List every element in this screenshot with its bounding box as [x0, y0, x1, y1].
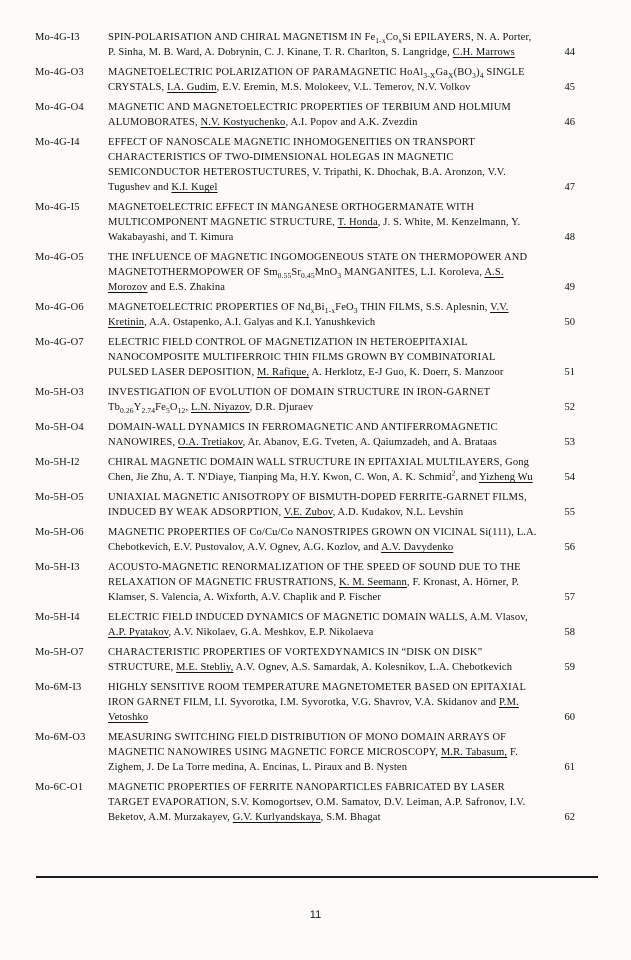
entry-title-authors — [108, 560, 549, 605]
presenting-author: V.V. Kretinin — [108, 302, 509, 328]
entry-text-segment: , E.V. Eremin, M.S. Molokeev, V.L. Temerov, N.V. Volkov — [216, 82, 471, 93]
entry-text-segment: x — [310, 306, 315, 316]
entry-text-segment: x — [398, 36, 403, 46]
presenting-author: M.E. Stebliy, — [176, 662, 234, 673]
entry-title-authors — [108, 200, 549, 245]
entry-page-number: 48 — [564, 232, 575, 243]
entry-text-segment: 1-x — [324, 306, 336, 316]
presenting-author: M. Rafique, — [257, 367, 310, 378]
toc-entry — [35, 135, 575, 195]
entry-text-segment: ACOUSTO-MAGNETIC RENORMALIZATION OF THE SPEED OF SOUND DUE TO THE RELAXATION OF MAGNETIC FRUSTRATIONS, — [108, 562, 521, 588]
entry-text-segment: 3 — [353, 306, 358, 316]
entry-text-segment: 2.74 — [141, 406, 156, 416]
session-code: Mo-5H-O3 — [35, 387, 84, 398]
toc-entry — [35, 680, 575, 725]
entry-page-number: 45 — [564, 82, 575, 93]
entry-page-number: 44 — [564, 47, 575, 58]
session-code: Mo-6M-I3 — [35, 682, 82, 693]
entry-title-authors — [108, 135, 549, 195]
presenting-author: M.R. Tabasum, — [440, 747, 508, 758]
entry-text-segment: and E.S. Zhakina — [147, 282, 226, 293]
entry-title-authors — [108, 730, 549, 775]
session-code: Mo-6M-O3 — [35, 732, 86, 743]
entry-text-segment: 4 — [479, 71, 484, 81]
entry-title-authors — [108, 645, 549, 675]
presenting-author: V.E. Zubov — [283, 507, 333, 518]
toc-entry — [35, 335, 575, 380]
entry-text-segment: THIN FILMS, S.S. Aplesnin, — [357, 302, 491, 313]
entry-page-number: 56 — [564, 542, 575, 553]
footer-divider-line — [36, 876, 598, 878]
entry-text-segment: , A.D. Kudakov, N.L. Levshin — [332, 507, 464, 518]
entry-text-segment: THE INFLUENCE OF MAGNETIC INGOMOGENEOUS STATE ON THERMOPOWER AND MAGNETOTHERMOPOWER OF Sm — [108, 252, 528, 278]
toc-entry — [35, 610, 575, 640]
entry-page-number: 46 — [564, 117, 575, 128]
session-code: Mo-5H-I4 — [35, 612, 80, 623]
entry-page-number: 54 — [564, 472, 575, 483]
toc-entry — [35, 645, 575, 675]
entry-title-authors — [108, 490, 549, 520]
entry-page-number: 51 — [564, 367, 575, 378]
entry-text-segment: 5 — [165, 406, 170, 416]
entry-text-segment: 12 — [177, 406, 186, 416]
presenting-author: P.M. Vetoshko — [108, 697, 519, 723]
entry-page-number: 50 — [564, 317, 575, 328]
presenting-author: C.H. Marrows — [452, 47, 515, 58]
entry-page-number: 53 — [564, 437, 575, 448]
toc-entry — [35, 730, 575, 775]
entry-text-segment: FeO — [335, 302, 354, 313]
session-code: Mo-4G-O5 — [35, 252, 84, 263]
toc-entry — [35, 65, 575, 95]
presenting-author: A.V. Davydenko — [381, 542, 454, 553]
entry-text-segment: Co — [385, 32, 399, 43]
entry-text-segment: A. Herklotz, E-J Guo, K. Doerr, S. Manzoor — [309, 367, 504, 378]
toc-entry — [35, 420, 575, 450]
entry-page-number: 52 — [564, 402, 575, 413]
presenting-author: K.I. Kugel — [171, 182, 218, 193]
entry-text-segment: , — [185, 402, 191, 413]
toc-entry — [35, 300, 575, 330]
entry-text-segment: 0.55 — [277, 271, 292, 281]
entry-text-segment: Ga — [435, 67, 449, 78]
toc-entry — [35, 780, 575, 825]
toc-entry — [35, 525, 575, 555]
session-code: Mo-5H-O7 — [35, 647, 84, 658]
entry-text-segment: , J. S. White, M. Kenzelmann, Y. Wakabayashi, and T. Kimura — [108, 217, 521, 243]
entry-title-authors — [108, 250, 549, 295]
entry-title-authors — [108, 525, 549, 555]
toc-entry — [35, 385, 575, 415]
entry-title-authors — [108, 385, 549, 415]
entry-text-segment: F. Zighem, J. De La Torre medina, A. Encinas, L. Piraux and B. Nysten — [108, 747, 518, 773]
toc-list — [35, 30, 575, 830]
entry-text-segment: ) — [476, 67, 480, 78]
entry-text-segment: , A.I. Popov and A.K. Zvezdin — [285, 117, 418, 128]
entry-text-segment: ELECTRIC FIELD CONTROL OF MAGNETIZATION IN HETEROEPITAXIAL NANOCOMPOSITE MULTIFERROIC THIN FILMS GROWN BY COMBINATORIAL PULSED LASER DEPOSITION, — [108, 337, 496, 378]
entry-text-segment: INVESTIGATION OF EVOLUTION OF DOMAIN STRUCTURE IN IRON-GARNET Tb — [108, 387, 490, 413]
entry-text-segment: CHARACTERISTIC PROPERTIES OF VORTEXDYNAMICS IN “DISK ON DISK” STRUCTURE, — [108, 647, 483, 673]
toc-entry — [35, 30, 575, 60]
entry-text-segment: MAGNETOELECTRIC POLARIZATION OF PARAMAGNETIC HoAl — [108, 67, 424, 78]
entry-page-number: 60 — [564, 712, 575, 723]
entry-title-authors — [108, 420, 549, 450]
session-code: Mo-4G-I4 — [35, 137, 80, 148]
entry-page-number: 62 — [564, 812, 575, 823]
entry-text-segment: 3 — [337, 271, 342, 281]
toc-entry — [35, 455, 575, 485]
presenting-author: T. Honda — [337, 217, 378, 228]
entry-page-number: 47 — [564, 182, 575, 193]
entry-text-segment: HIGHLY SENSITIVE ROOM TEMPERATURE MAGNETOMETER BASED ON EPITAXIAL IRON GARNET FILM, I.I. Syvorotka, I.M. Syvorotka, V.G. Shavrov, V.A. Skidanov and — [108, 682, 526, 708]
entry-text-segment: CHIRAL MAGNETIC DOMAIN WALL STRUCTURE IN EPITAXIAL MULTILAYERS, Gong Chen, Jie Zhu, A. T. N'Diaye, Tianping Ma, H.Y. Kwon, C. Won, A. K. Schmid — [108, 457, 530, 483]
entry-title-authors — [108, 780, 549, 825]
entry-title-authors — [108, 30, 549, 60]
entry-text-segment: 2 — [451, 468, 456, 478]
presenting-author: G.V. Kurlyandskaya — [232, 812, 321, 823]
entry-title-authors — [108, 100, 549, 130]
session-code: Mo-4G-I3 — [35, 32, 80, 43]
session-code: Mo-4G-O3 — [35, 67, 84, 78]
entry-text-segment: EFFECT OF NANOSCALE MAGNETIC INHOMOGENEITIES ON TRANSPORT CHARACTERISTICS OF TWO-DIMENSIONAL HOLEGAS IN MAGNETIC SEMICONDUCTOR HETEROSTUCTURES, V. Tripathi, K. Dhochak, B.A. Aronzon, V.V. Tugushev and — [108, 137, 506, 193]
presenting-author: K. M. Seemann — [339, 577, 407, 588]
session-code: Mo-5H-I3 — [35, 562, 80, 573]
entry-text-segment: 3-X — [423, 71, 436, 81]
entry-text-segment: MAGNETOELECTRIC PROPERTIES OF Nd — [108, 302, 311, 313]
entry-text-segment: , A.V. Nikolaev, G.A. Meshkov, E.P. Nikolaeva — [168, 627, 374, 638]
entry-text-segment: , D.R. Djuraev — [249, 402, 314, 413]
entry-text-segment: , F. Kronast, A. Hörner, P. Klamser, S. Valencia, A. Wixforth, A.V. Chaplik and P. Fischer — [108, 577, 520, 603]
presenting-author: I.A. Gudim — [167, 82, 217, 93]
entry-text-segment: Fe — [155, 402, 166, 413]
entry-page-number: 49 — [564, 282, 575, 293]
entry-page-number: 55 — [564, 507, 575, 518]
entry-page-number: 57 — [564, 592, 575, 603]
presenting-author: A.P. Pyatakov — [108, 627, 169, 638]
entry-text-segment: DOMAIN-WALL DYNAMICS IN FERROMAGNETIC AND ANTIFERROMAGNETIC NANOWIRES, — [108, 422, 498, 448]
entry-text-segment: , and — [455, 472, 480, 483]
entry-text-segment: ELECTRIC FIELD INDUCED DYNAMICS OF MAGNETIC DOMAIN WALLS, A.M. Vlasov, — [108, 612, 528, 623]
session-code: Mo-4G-I5 — [35, 202, 80, 213]
presenting-author: L.N. Niyazov — [191, 402, 250, 413]
entry-text-segment: 0.45 — [301, 271, 315, 281]
entry-page-number: 58 — [564, 627, 575, 638]
entry-text-segment: 3 — [472, 71, 477, 81]
entry-text-segment: Sr — [291, 267, 302, 278]
session-code: Mo-4G-O7 — [35, 337, 84, 348]
entry-text-segment: MAGNETIC AND MAGNETOELECTRIC PROPERTIES OF TERBIUM AND HOLMIUM ALUMOBORATES, — [108, 102, 511, 128]
session-code: Mo-5H-O6 — [35, 527, 84, 538]
entry-text-segment: MANGANITES, L.I. Koroleva, — [341, 267, 485, 278]
entry-title-authors — [108, 65, 549, 95]
session-code: Mo-6C-O1 — [35, 782, 84, 793]
entry-title-authors — [108, 455, 549, 485]
entry-text-segment: 0.26 — [119, 406, 134, 416]
entry-page-number: 61 — [564, 762, 575, 773]
entry-text-segment: MAGNETIC PROPERTIES OF Co/Cu/Co NANOSTRIPES GROWN ON VICINAL Si(111), L.A. Chebotkevich, E.V. Pustovalov, A.V. Ognev, A.G. Kozlov, and — [108, 527, 537, 553]
entry-text-segment: O — [169, 402, 178, 413]
presenting-author: A.S. Morozov — [108, 267, 504, 293]
toc-entry — [35, 560, 575, 605]
toc-entry — [35, 100, 575, 130]
entry-page-number: 59 — [564, 662, 575, 673]
entry-text-segment: UNIAXIAL MAGNETIC ANISOTROPY OF BISMUTH-DOPED FERRITE-GARNET FILMS, INDUCED BY WEAK ADSORPTION, — [108, 492, 527, 518]
entry-title-authors — [108, 610, 549, 640]
session-code: Mo-5H-O5 — [35, 492, 84, 503]
toc-entry — [35, 250, 575, 295]
entry-text-segment: (BO — [453, 67, 473, 78]
entry-text-segment: Bi — [314, 302, 325, 313]
toc-entry — [35, 200, 575, 245]
presenting-author: O.A. Tretiakov — [177, 437, 243, 448]
entry-text-segment: Y — [133, 402, 142, 413]
entry-text-segment: 1-x — [375, 36, 386, 46]
entry-title-authors — [108, 680, 549, 725]
entry-text-segment: MAGNETIC PROPERTIES OF FERRITE NANOPARTICLES FABRICATED BY LASER TARGET EVAPORATION, S.V. Komogortsev, O.M. Samatov, D.V. Leiman, A.P. Safronov, I.V. Beketov, A.M. Murzakayev, — [108, 782, 526, 823]
entry-text-segment: MEASURING SWITCHING FIELD DISTRIBUTION OF MONO DOMAIN ARRAYS OF MAGNETIC NANOWIRES USING MAGNETIC FORCE MICROSCOPY, — [108, 732, 507, 758]
session-code: Mo-5H-O4 — [35, 422, 84, 433]
session-code: Mo-4G-O6 — [35, 302, 84, 313]
entry-text-segment: , Ar. Abanov, E.G. Tveten, A. Qaiumzadeh, and A. Brataas — [242, 437, 497, 448]
entry-text-segment: Si EPILAYERS, N. A. Porter, P. Sinha, M. B. Ward, A. Dobrynin, C. J. Kinane, T. R. Charlton, S. Langridge, — [108, 32, 532, 58]
entry-text-segment: X — [448, 71, 454, 81]
entry-text-segment: SINGLE CRYSTALS, — [108, 67, 525, 93]
entry-text-segment: , S.M. Bhagat — [320, 812, 381, 823]
session-code: Mo-5H-I2 — [35, 457, 80, 468]
presenting-author: Yizheng Wu — [479, 472, 533, 483]
toc-entry — [35, 490, 575, 520]
entry-text-segment: A.V. Ognev, A.S. Samardak, A. Kolesnikov, L.A. Chebotkevich — [233, 662, 513, 673]
entry-text-segment: , A.A. Ostapenko, A.I. Galyas and K.I. Yanushkevich — [144, 317, 376, 328]
entry-title-authors — [108, 335, 549, 380]
session-code: Mo-4G-O4 — [35, 102, 84, 113]
entry-title-authors — [108, 300, 549, 330]
footer-page-number: 11 — [309, 909, 322, 921]
presenting-author: N.V. Kostyuchenko — [200, 117, 286, 128]
entry-text-segment: MAGNETOELECTRIC EFFECT IN MANGANESE ORTHOGERMANATE WITH MULTICOMPONENT MAGNETIC STRUCTURE, — [108, 202, 475, 228]
entry-text-segment: MnO — [314, 267, 338, 278]
entry-text-segment: SPIN-POLARISATION AND CHIRAL MAGNETISM IN Fe — [108, 32, 376, 43]
